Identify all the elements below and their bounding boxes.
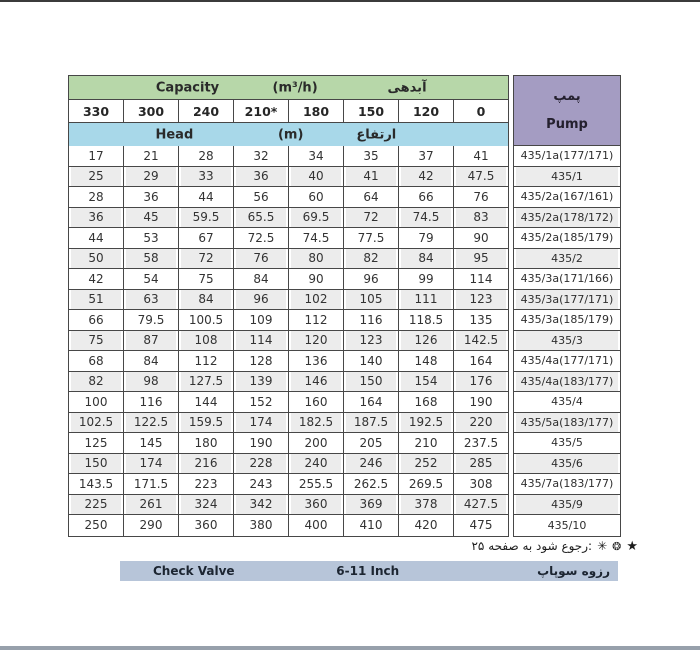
head-value-cell: 75 [179, 269, 234, 289]
head-value-cell: 51 [69, 290, 124, 310]
head-value-cell: 243 [234, 474, 289, 494]
head-value-cell: 47.5 [454, 167, 508, 187]
head-value-cell: 148 [399, 351, 454, 371]
head-value-cell: 164 [344, 392, 399, 412]
head-value-cell: 77.5 [344, 228, 399, 248]
table-row [69, 413, 508, 434]
head-value-cell: 84 [179, 290, 234, 310]
pump-model-cell: 435/3a(171/166) [514, 269, 620, 290]
head-value-cell: 285 [454, 454, 508, 474]
pump-model-cell: 435/5a(183/177) [514, 413, 620, 434]
head-value-cell: 42 [399, 167, 454, 187]
head-value-cell: 324 [179, 495, 234, 515]
head-value-cell: 79.5 [124, 310, 179, 330]
head-value-cell: 143.5 [69, 474, 124, 494]
check-valve-bar [120, 561, 618, 581]
head-value-cell: 74.5 [289, 228, 344, 248]
head-value-cell: 125 [69, 433, 124, 453]
head-value-cell: 246 [344, 454, 399, 474]
head-value-cell: 36 [234, 167, 289, 187]
head-value-cell: 96 [234, 290, 289, 310]
head-value-cell: 50 [69, 249, 124, 269]
head-value-cell: 76 [234, 249, 289, 269]
head-value-cell: 139 [234, 372, 289, 392]
head-value-cell: 72 [344, 208, 399, 228]
head-value-cell: 380 [234, 515, 289, 536]
head-value-cell: 118.5 [399, 310, 454, 330]
head-value-cell: 135 [454, 310, 508, 330]
head-value-cell: 60 [289, 187, 344, 207]
footnote-text: :رجوع شود به صفحه ۲۵ [471, 539, 593, 553]
gear-flower-icon: ❂ [612, 539, 622, 553]
head-value-cell: 84 [124, 351, 179, 371]
head-value-cell: 33 [179, 167, 234, 187]
head-value-cell: 80 [289, 249, 344, 269]
head-value-cell: 21 [124, 146, 179, 166]
table-row [69, 454, 508, 475]
head-value-cell: 116 [344, 310, 399, 330]
capacity-value-cell: 0 [454, 100, 508, 122]
head-value-cell: 145 [124, 433, 179, 453]
pump-model-cell: 435/5 [514, 433, 620, 454]
head-value-cell: 41 [344, 167, 399, 187]
head-value-cell: 200 [289, 433, 344, 453]
head-value-cell: 90 [289, 269, 344, 289]
head-value-cell: 74.5 [399, 208, 454, 228]
table-row [69, 208, 508, 229]
head-value-cell: 140 [344, 351, 399, 371]
head-value-cell: 75 [69, 331, 124, 351]
head-value-cell: 36 [69, 208, 124, 228]
head-value-cell: 59.5 [179, 208, 234, 228]
head-value-cell: 160 [289, 392, 344, 412]
star-icon: ★ [626, 538, 638, 554]
head-value-cell: 66 [399, 187, 454, 207]
table-row [69, 351, 508, 372]
pump-model-cell: 435/3a(185/179) [514, 310, 620, 331]
pump-model-cell: 435/2 [514, 249, 620, 270]
table-row [69, 495, 508, 516]
head-value-cell: 105 [344, 290, 399, 310]
head-value-cell: 28 [179, 146, 234, 166]
capacity-label-en: Capacity [155, 80, 220, 95]
head-value-cell: 261 [124, 495, 179, 515]
head-value-cell: 56 [234, 187, 289, 207]
head-value-cell: 174 [124, 454, 179, 474]
head-value-cell: 378 [399, 495, 454, 515]
head-value-cell: 144 [179, 392, 234, 412]
pump-model-cell: 435/10 [514, 515, 620, 536]
head-value-cell: 69.5 [289, 208, 344, 228]
check-valve-label: Check Valve [153, 564, 235, 578]
pump-model-cell: 435/4 [514, 392, 620, 413]
capacity-value-cell: 180 [289, 100, 344, 122]
head-value-cell: 72 [179, 249, 234, 269]
capacity-values-row [69, 100, 508, 123]
table-row [69, 310, 508, 331]
table-row [69, 392, 508, 413]
head-value-cell: 228 [234, 454, 289, 474]
head-value-cell: 187.5 [344, 413, 399, 433]
pump-model-cell: 435/3 [514, 331, 620, 352]
head-value-cell: 127.5 [179, 372, 234, 392]
head-value-cell: 152 [234, 392, 289, 412]
table-row [69, 249, 508, 270]
table-row [69, 331, 508, 352]
head-value-cell: 237.5 [454, 433, 508, 453]
head-value-cell: 136 [289, 351, 344, 371]
pump-label-en: Pump [546, 117, 588, 132]
head-value-cell: 122.5 [124, 413, 179, 433]
head-value-cell: 82 [69, 372, 124, 392]
head-value-cell: 82 [344, 249, 399, 269]
head-value-cell: 427.5 [454, 495, 508, 515]
pump-model-cell: 435/9 [514, 495, 620, 516]
head-value-cell: 192.5 [399, 413, 454, 433]
inch-range-label: 6-11 Inch [336, 564, 400, 578]
head-value-cell: 100 [69, 392, 124, 412]
capacity-header-row [69, 76, 508, 100]
head-value-cell: 102.5 [69, 413, 124, 433]
head-value-cell: 120 [289, 331, 344, 351]
capacity-value-cell: 120 [399, 100, 454, 122]
head-value-cell: 150 [344, 372, 399, 392]
table-main-grid [68, 75, 509, 537]
head-value-cell: 369 [344, 495, 399, 515]
pump-column-cells [514, 146, 620, 536]
pump-performance-table [68, 75, 621, 537]
head-value-cell: 64 [344, 187, 399, 207]
head-unit-label: (m) [277, 127, 304, 142]
head-value-cell: 28 [69, 187, 124, 207]
capacity-value-cell: 300 [124, 100, 179, 122]
table-row [69, 433, 508, 454]
head-value-cell: 114 [454, 269, 508, 289]
head-value-cell: 150 [69, 454, 124, 474]
head-value-cell: 180 [179, 433, 234, 453]
head-value-cell: 269.5 [399, 474, 454, 494]
head-value-cell: 111 [399, 290, 454, 310]
head-value-cell: 66 [69, 310, 124, 330]
table-row [69, 372, 508, 393]
head-value-cell: 123 [454, 290, 508, 310]
head-value-cell: 128 [234, 351, 289, 371]
head-value-cell: 108 [179, 331, 234, 351]
head-value-cell: 84 [399, 249, 454, 269]
page-bottom-border [0, 646, 700, 650]
head-value-cell: 98 [124, 372, 179, 392]
head-value-cell: 190 [234, 433, 289, 453]
table-row [69, 146, 508, 167]
head-value-cell: 250 [69, 515, 124, 536]
head-value-cell: 154 [399, 372, 454, 392]
head-value-cell: 54 [124, 269, 179, 289]
head-value-cell: 37 [399, 146, 454, 166]
pump-model-cell: 435/4a(177/171) [514, 351, 620, 372]
pump-model-cell: 435/4a(183/177) [514, 372, 620, 393]
pump-model-cell: 435/6 [514, 454, 620, 475]
head-value-cell: 190 [454, 392, 508, 412]
head-value-cell: 29 [124, 167, 179, 187]
table-row [69, 290, 508, 311]
table-body [69, 146, 508, 536]
head-value-cell: 146 [289, 372, 344, 392]
head-value-cell: 109 [234, 310, 289, 330]
head-value-cell: 34 [289, 146, 344, 166]
table-row [69, 228, 508, 249]
head-value-cell: 360 [179, 515, 234, 536]
head-value-cell: 102 [289, 290, 344, 310]
valve-thread-label-fa: رزوه سوپاپ [537, 564, 610, 578]
head-value-cell: 100.5 [179, 310, 234, 330]
capacity-unit-label: (m³/h) [272, 80, 318, 95]
head-value-cell: 95 [454, 249, 508, 269]
head-value-cell: 41 [454, 146, 508, 166]
pump-model-cell: 435/3a(177/171) [514, 290, 620, 311]
pump-column-header [514, 76, 620, 146]
head-value-cell: 112 [179, 351, 234, 371]
head-value-cell: 96 [344, 269, 399, 289]
head-value-cell: 159.5 [179, 413, 234, 433]
capacity-value-cell: 240 [179, 100, 234, 122]
table-row [69, 515, 508, 536]
head-value-cell: 116 [124, 392, 179, 412]
head-value-cell: 83 [454, 208, 508, 228]
pump-column [513, 75, 621, 537]
head-value-cell: 164 [454, 351, 508, 371]
head-value-cell: 171.5 [124, 474, 179, 494]
head-value-cell: 79 [399, 228, 454, 248]
head-value-cell: 87 [124, 331, 179, 351]
head-value-cell: 25 [69, 167, 124, 187]
head-value-cell: 90 [454, 228, 508, 248]
head-value-cell: 475 [454, 515, 508, 536]
head-value-cell: 262.5 [344, 474, 399, 494]
capacity-value-cell: 210* [234, 100, 289, 122]
head-value-cell: 44 [179, 187, 234, 207]
asterisk-icon: ✳ [597, 539, 608, 553]
head-value-cell: 114 [234, 331, 289, 351]
head-value-cell: 410 [344, 515, 399, 536]
head-value-cell: 420 [399, 515, 454, 536]
pump-model-cell: 435/2a(178/172) [514, 208, 620, 229]
head-value-cell: 53 [124, 228, 179, 248]
head-value-cell: 216 [179, 454, 234, 474]
head-value-cell: 210 [399, 433, 454, 453]
head-value-cell: 99 [399, 269, 454, 289]
head-value-cell: 58 [124, 249, 179, 269]
head-value-cell: 290 [124, 515, 179, 536]
head-value-cell: 182.5 [289, 413, 344, 433]
head-value-cell: 142.5 [454, 331, 508, 351]
head-value-cell: 123 [344, 331, 399, 351]
pump-model-cell: 435/2a(185/179) [514, 228, 620, 249]
head-value-cell: 168 [399, 392, 454, 412]
head-value-cell: 32 [234, 146, 289, 166]
head-value-cell: 84 [234, 269, 289, 289]
table-row [69, 269, 508, 290]
table-row [69, 167, 508, 188]
table-row [69, 474, 508, 495]
head-value-cell: 126 [399, 331, 454, 351]
head-value-cell: 40 [289, 167, 344, 187]
pump-label-fa: پمپ [553, 89, 581, 104]
footnote [471, 537, 638, 555]
head-value-cell: 360 [289, 495, 344, 515]
head-value-cell: 400 [289, 515, 344, 536]
head-value-cell: 45 [124, 208, 179, 228]
head-value-cell: 36 [124, 187, 179, 207]
head-value-cell: 240 [289, 454, 344, 474]
head-value-cell: 42 [69, 269, 124, 289]
pump-model-cell: 435/1 [514, 167, 620, 188]
head-value-cell: 44 [69, 228, 124, 248]
head-label-en: Head [155, 127, 194, 142]
head-value-cell: 220 [454, 413, 508, 433]
head-value-cell: 17 [69, 146, 124, 166]
head-value-cell: 63 [124, 290, 179, 310]
head-value-cell: 112 [289, 310, 344, 330]
capacity-label-fa: آبدهی [387, 80, 427, 95]
pump-model-cell: 435/2a(167/161) [514, 187, 620, 208]
head-value-cell: 342 [234, 495, 289, 515]
head-value-cell: 308 [454, 474, 508, 494]
head-header-row [69, 123, 508, 146]
head-value-cell: 35 [344, 146, 399, 166]
head-value-cell: 68 [69, 351, 124, 371]
head-value-cell: 176 [454, 372, 508, 392]
head-value-cell: 223 [179, 474, 234, 494]
head-value-cell: 65.5 [234, 208, 289, 228]
head-value-cell: 255.5 [289, 474, 344, 494]
head-value-cell: 67 [179, 228, 234, 248]
capacity-value-cell: 150 [344, 100, 399, 122]
head-value-cell: 252 [399, 454, 454, 474]
table-row [69, 187, 508, 208]
pump-model-cell: 435/1a(177/171) [514, 146, 620, 167]
page-top-border [0, 0, 700, 2]
head-value-cell: 174 [234, 413, 289, 433]
capacity-value-cell: 330 [69, 100, 124, 122]
head-value-cell: 225 [69, 495, 124, 515]
head-value-cell: 205 [344, 433, 399, 453]
head-value-cell: 72.5 [234, 228, 289, 248]
head-label-fa: ارتفاع [356, 127, 397, 142]
pump-model-cell: 435/7a(183/177) [514, 474, 620, 495]
head-value-cell: 76 [454, 187, 508, 207]
